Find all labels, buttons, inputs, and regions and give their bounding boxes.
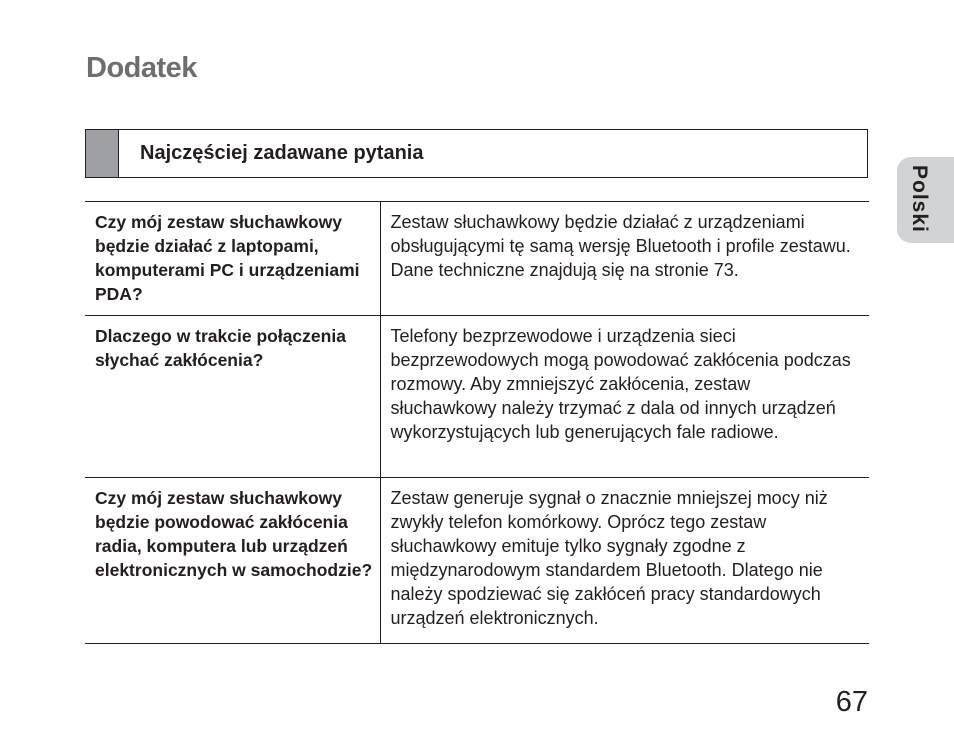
section-marker bbox=[86, 130, 119, 177]
faq-question: Czy mój zestaw słuchawkowy będzie powodować zakłócenia radia, komputera lub urządzeń elektronicznych w samochodzie? bbox=[85, 478, 380, 644]
page-number: 67 bbox=[835, 686, 868, 718]
page-title: Dodatek bbox=[86, 52, 197, 84]
faq-row bbox=[85, 202, 869, 316]
faq-answer: Zestaw generuje sygnał o znacznie mniejszej mocy niż zwykły telefon komórkowy. Oprócz tego zestaw słuchawkowy emituje tylko sygnały zgodne z międzynarodowym standardem Bluetooth. Dlatego nie należy spodziewać się zakłóceń pracy standardowych urządzeń elektronicznych. bbox=[390, 488, 828, 628]
faq-answer: Telefony bezprzewodowe i urządzenia sieci bezprzewodowych mogą powodować zakłócenia podczas rozmowy. Aby zmniejszyć zakłócenia, zestaw słuchawkowy należy trzymać z dala od innych urządzeń wykorzystujących lub generujących fale radiowe. bbox=[390, 326, 851, 442]
faq-table bbox=[85, 201, 869, 644]
faq-question: Dlaczego w trakcie połączenia słychać zakłócenia? bbox=[85, 316, 380, 478]
language-tab-label: Polski bbox=[908, 165, 931, 233]
faq-row bbox=[85, 478, 869, 644]
faq-question: Czy mój zestaw słuchawkowy będzie działać z laptopami, komputerami PC i urządzeniami PDA? bbox=[85, 202, 380, 316]
language-tab bbox=[897, 157, 954, 243]
section-header bbox=[85, 129, 868, 178]
section-title: Najczęściej zadawane pytania bbox=[140, 142, 424, 164]
faq-row bbox=[85, 316, 869, 478]
faq-answer: Zestaw słuchawkowy będzie działać z urządzeniami obsługującymi tę samą wersję Bluetooth i profile zestawu. Dane techniczne znajdują się na stronie 73. bbox=[390, 212, 851, 280]
